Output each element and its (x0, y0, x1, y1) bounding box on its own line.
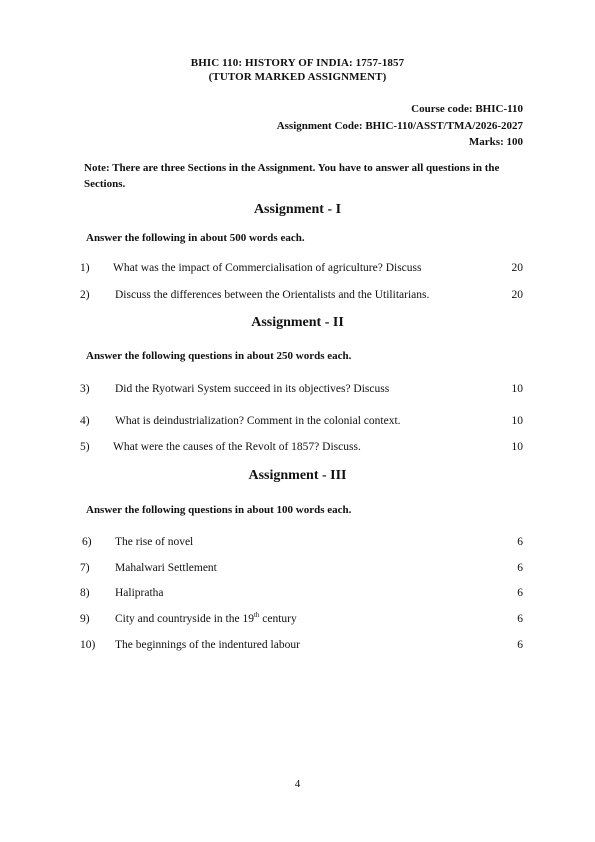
question-text: What were the causes of the Revolt of 1857? Discuss. (113, 441, 361, 453)
question-text: What is deindustrialization? Comment in the colonial context. (115, 415, 401, 427)
question-text: The beginnings of the indentured labour (115, 639, 300, 651)
question-text: Mahalwari Settlement (115, 562, 217, 574)
section-title-3: Assignment - III (248, 468, 347, 483)
section-instruction-3: Answer the following questions in about 100 words each. (86, 504, 352, 516)
question-marks: 20 (511, 289, 523, 301)
question-marks: 6 (517, 562, 523, 574)
note: Note: There are three Sections in the Assignment. You have to answer all questions in the Sections. (84, 162, 500, 190)
question-marks: 10 (511, 383, 523, 395)
section-title-2: Assignment - II (251, 315, 344, 330)
question-number: 7) (80, 562, 90, 574)
question-marks: 10 (511, 441, 523, 453)
question-number: 4) (80, 415, 90, 427)
question-number: 5) (80, 441, 90, 453)
question-text: Did the Ryotwari System succeed in its objectives? Discuss (115, 383, 390, 395)
document-subtitle: (TUTOR MARKED ASSIGNMENT) (208, 71, 387, 83)
question-number: 2) (80, 289, 90, 301)
section-instruction-2: Answer the following questions in about 250 words each. (86, 350, 352, 362)
question-text: The rise of novel (115, 536, 194, 548)
question-text: Discuss the differences between the Orientalists and the Utilitarians. (115, 289, 430, 301)
question-number: 9) (80, 613, 90, 625)
question-text-part: century (259, 613, 297, 625)
assignment-code: Assignment Code: BHIC-110/ASST/TMA/2026-2027 (276, 120, 523, 132)
course-code: Course code: BHIC-110 (411, 103, 523, 115)
question-number: 8) (80, 587, 90, 599)
page-number: 4 (294, 778, 301, 790)
question-number: 6) (82, 536, 92, 548)
question-marks: 6 (517, 613, 523, 625)
question-number: 3) (80, 383, 90, 395)
question-marks: 6 (517, 536, 523, 548)
question-text-part: City and countryside in the 19 (115, 613, 254, 625)
question-text: Halipratha (115, 587, 164, 599)
question-text (115, 613, 297, 625)
ordinal-suffix: th (253, 611, 260, 620)
section-title-1: Assignment - I (253, 202, 342, 217)
section-instruction-1: Answer the following in about 500 words each. (86, 232, 305, 244)
question-marks: 20 (511, 262, 523, 274)
document-title: BHIC 110: HISTORY OF INDIA: 1757-1857 (190, 57, 405, 69)
total-marks: Marks: 100 (468, 136, 523, 148)
question-number: 1) (80, 262, 90, 274)
question-marks: 6 (517, 587, 523, 599)
question-number: 10) (80, 639, 96, 651)
question-marks: 6 (517, 639, 523, 651)
question-text: What was the impact of Commercialisation of agriculture? Discuss (113, 262, 422, 274)
question-marks: 10 (511, 415, 523, 427)
